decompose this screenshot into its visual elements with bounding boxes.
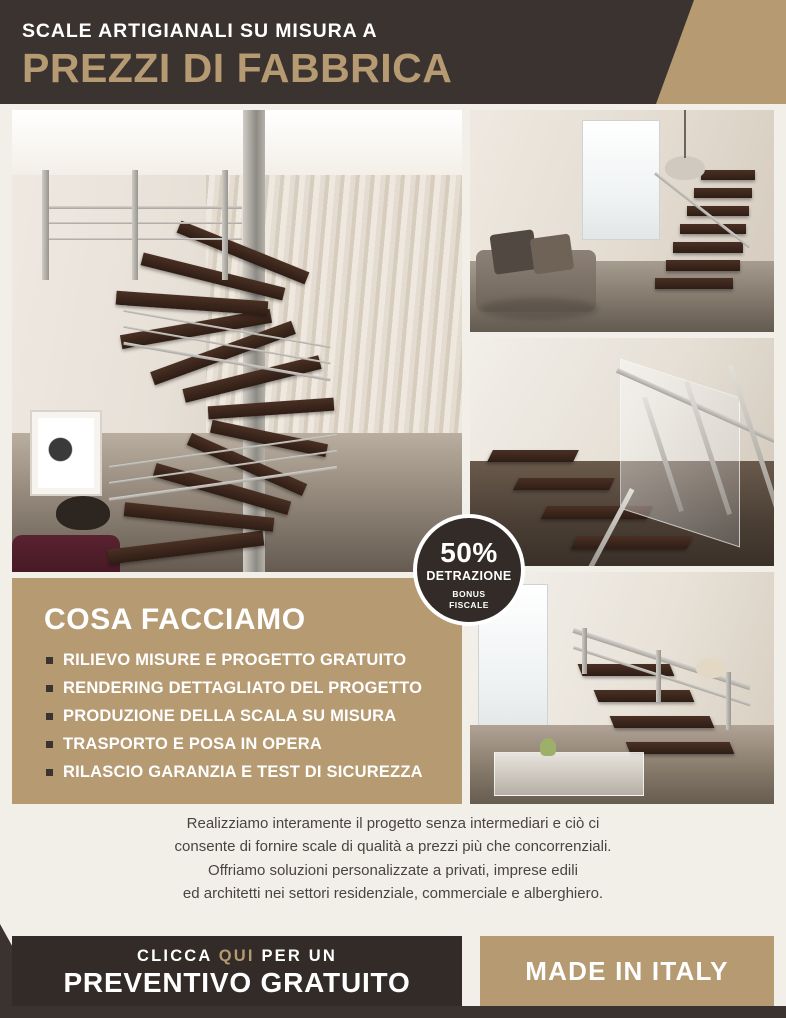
body-line-1: Realizziamo interamente il progetto senza intermediari e ciò ci — [186, 815, 600, 832]
services-title: COSA FACCIAMO — [44, 603, 306, 636]
badge-percent: 50% — [440, 537, 498, 568]
body-copy — [0, 812, 786, 905]
stair-tread — [513, 478, 615, 490]
list-item: PRODUZIONE DELLA SCALA SU MISURA — [46, 707, 462, 726]
made-in-italy-badge: MADE IN ITALY — [480, 936, 774, 1006]
list-item: RILASCIO GARANZIA E TEST DI SICUREZZA — [46, 763, 462, 782]
handrail-cable — [42, 222, 242, 224]
cta-button[interactable] — [12, 936, 462, 1006]
body-line-3: Offriamo soluzioni personalizzate a privati, imprese edili — [208, 861, 578, 879]
stair-tread — [701, 170, 755, 180]
photo-living-room-staircase — [470, 110, 774, 332]
stair-tread — [571, 536, 693, 549]
list-item: RILIEVO MISURE E PROGETTO GRATUITO — [46, 651, 462, 670]
main-photo-spiral-staircase — [12, 110, 462, 572]
header-tan-wedge — [656, 0, 786, 104]
cta-line-2: PREVENTIVO GRATUITO — [63, 967, 411, 998]
stair-tread — [666, 260, 740, 271]
footer-bottom-strip — [0, 1006, 786, 1018]
footer — [0, 924, 786, 1018]
badge-sub-line-2: FISCALE — [449, 599, 489, 610]
handrail-cable — [42, 238, 242, 240]
handrail-cable — [42, 206, 242, 209]
stair-tread — [694, 188, 752, 198]
list-item: RENDERING DETTAGLIATO DEL PROGETTO — [46, 679, 462, 698]
body-line-4: ed architetti nei settori residenziale, commerciale e alberghiero. — [182, 884, 604, 902]
cta-after: PER UN — [254, 947, 337, 965]
badge-label: DETRAZIONE — [426, 569, 512, 583]
armchair — [12, 535, 120, 572]
badge-sub-line-1: BONUS — [452, 589, 486, 599]
balustrade-post — [132, 170, 138, 280]
balustrade-post — [726, 672, 731, 730]
list-item: TRASPORTO E POSA IN OPERA — [46, 735, 462, 754]
window — [582, 120, 660, 240]
sofa-shadow — [480, 298, 598, 320]
floor-lamp-icon — [696, 658, 726, 678]
header-kicker: SCALE ARTIGIANALI SU MISURA A — [22, 20, 378, 42]
cta-highlight: QUI — [218, 947, 255, 965]
glass-coffee-table — [494, 752, 644, 796]
lamp-stem — [684, 110, 686, 158]
balustrade-post — [222, 170, 228, 280]
header-text-block — [22, 22, 452, 90]
cushion — [530, 233, 575, 274]
table-lamp-icon — [56, 496, 110, 530]
pendant-lamp-icon — [665, 156, 705, 180]
stair-tread — [610, 716, 715, 728]
ceiling-surface — [12, 110, 462, 175]
balustrade-post — [582, 628, 587, 674]
page-title: PREZZI DI FABBRICA — [22, 44, 453, 91]
stair-tread — [655, 278, 733, 289]
header-banner — [0, 0, 786, 104]
balustrade-post — [42, 170, 49, 280]
discount-badge — [417, 518, 521, 622]
body-line-2: consente di fornire scale di qualità a prezzi più che concorrenziali. — [174, 838, 612, 856]
cta-before: CLICCA — [137, 947, 219, 965]
cta-line-1 — [12, 947, 462, 966]
balustrade-post — [656, 650, 661, 702]
plant-decor — [540, 738, 556, 756]
stair-tread — [594, 690, 695, 702]
photo-steel-railing-staircase — [470, 338, 774, 566]
services-panel — [12, 578, 462, 804]
wall-art — [30, 410, 102, 496]
stair-tread — [673, 242, 743, 253]
services-list — [46, 651, 462, 782]
stair-tread — [680, 224, 746, 234]
stair-tread — [487, 450, 579, 462]
